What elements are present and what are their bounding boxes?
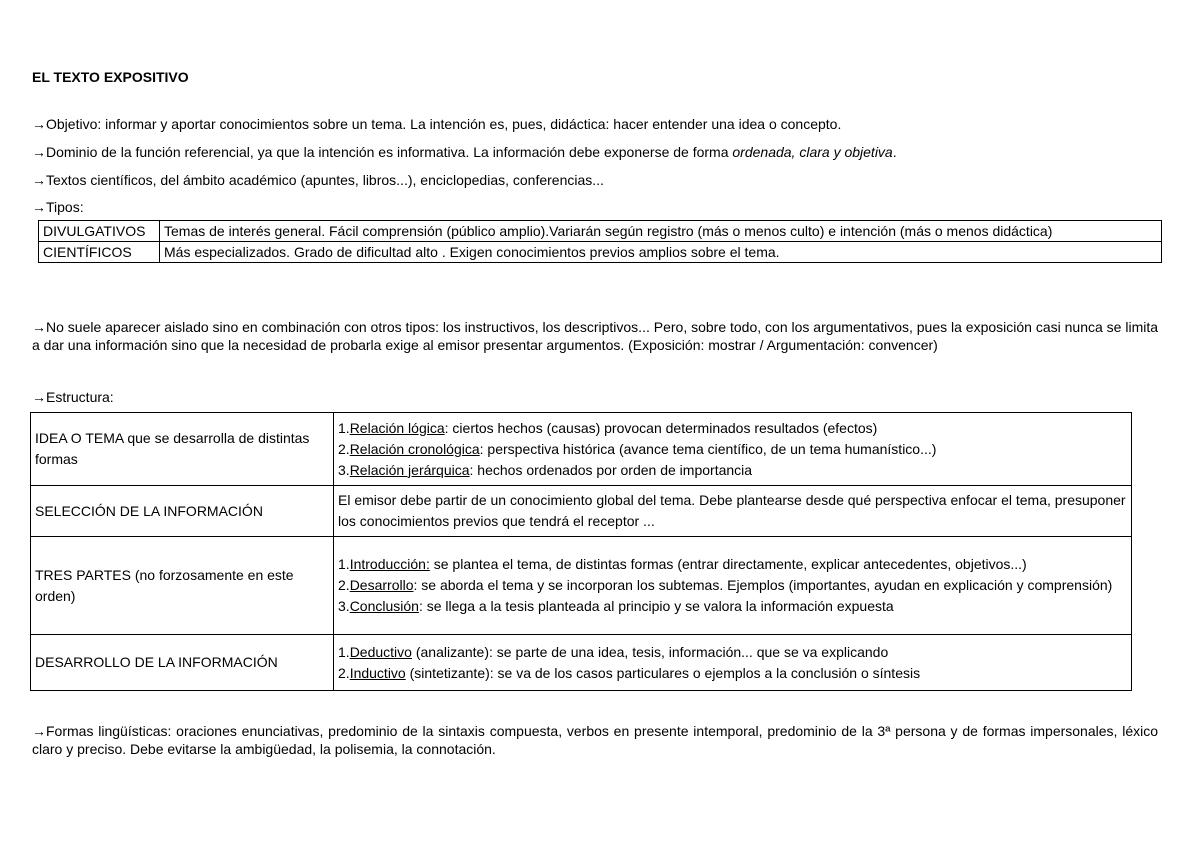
table-row <box>31 635 1132 691</box>
tipo-label: DIVULGATIVOS <box>39 221 160 242</box>
page-title: EL TEXTO EXPOSITIVO <box>32 69 189 85</box>
estructura-line: →Estructura: <box>32 389 114 405</box>
row-content-desarrollo <box>334 635 1132 691</box>
row-label-seleccion: SELECCIÓN DE LA INFORMACIÓN <box>31 486 334 537</box>
row-content-partes <box>334 537 1132 635</box>
list-item: 2.Inductivo (sintetizante): se va de los casos particulares o ejemplos a la conclusión o síntesis <box>338 664 921 681</box>
formas-paragraph: →Formas lingüísticas: oraciones enunciativas, predominio de la sintaxis compuesta, verbos en presente intemporal, predominio de la 3ª persona y de formas impersonales, léxico claro y preciso. Debe evitarse la ambigüedad, la polisemia, la connotación. <box>32 723 1158 757</box>
table-row <box>39 242 1162 263</box>
dominio-line: →Dominio de la función referencial, ya que la intención es informativa. La información debe exponerse de forma ordenada, clara y objetiva. <box>32 144 897 160</box>
objetivo-line: →Objetivo: informar y aportar conocimientos sobre un tema. La intención es, pues, didáctica: hacer entender una idea o concepto. <box>32 116 842 132</box>
list-item: 3.Conclusión: se llega a la tesis planteada al principio y se valora la información expuesta <box>338 598 894 614</box>
list-item: 2.Relación cronológica: perspectiva histórica (avance tema científico, de un tema humanístico...) <box>338 440 937 457</box>
row-content-seleccion: El emisor debe partir de un conocimiento global del tema. Debe plantearse desde qué perspectiva enfocar el tema, presuponer los conocimientos previos que tendrá el receptor ... <box>334 486 1132 537</box>
list-item: 1.Introducción: se plantea el tema, de distintas formas (entrar directamente, explicar antecedentes, objetivos...) <box>338 556 1027 572</box>
textos-line: →Textos científicos, del ámbito académico (apuntes, libros...), enciclopedias, conferencias... <box>32 172 604 188</box>
list-item: 1.Relación lógica: ciertos hechos (causas) provocan determinados resultados (efectos) <box>338 419 878 436</box>
arrow-icon: → <box>32 199 46 215</box>
arrow-icon: → <box>32 116 46 132</box>
row-content-idea <box>334 413 1132 486</box>
tipo-description: Más especializados. Grado de dificultad alto . Exigen conocimientos previos amplios sobre el tema. <box>160 242 1162 263</box>
tipos-table <box>38 220 1162 263</box>
arrow-icon: → <box>32 144 46 160</box>
list-item: 3.Relación jerárquica: hechos ordenados por orden de importancia <box>338 461 753 478</box>
estructura-table <box>30 412 1132 691</box>
table-row <box>39 221 1162 242</box>
combinacion-paragraph: →No suele aparecer aislado sino en combinación con otros tipos: los instructivos, los descriptivos... Pero, sobre todo, con los argumentativos, pues la exposición casi nunca se limita a dar una información sino que la necesidad de probarla exige al emisor presentar argumentos. (Exposición: mostrar / Argumentación: convencer) <box>32 319 1159 353</box>
arrow-icon: → <box>32 319 46 335</box>
row-label-desarrollo: DESARROLLO DE LA INFORMACIÓN <box>31 635 334 691</box>
arrow-icon: → <box>32 723 46 739</box>
tipo-description: Temas de interés general. Fácil comprensión (público amplio).Variarán según registro (más o menos culto) e intención (más o menos didáctica) <box>160 221 1162 242</box>
arrow-icon: → <box>32 172 46 188</box>
list-item: 1.Deductivo (analizante): se parte de una idea, tesis, información... que se va explicando <box>338 643 889 660</box>
tipos-line: →Tipos: <box>32 199 84 215</box>
table-row <box>31 413 1132 486</box>
table-row <box>31 486 1132 537</box>
row-label-idea: IDEA O TEMA que se desarrolla de distintas formas <box>31 413 334 486</box>
arrow-icon: → <box>32 389 46 405</box>
row-label-partes: TRES PARTES (no forzosamente en este orden) <box>31 537 334 635</box>
tipo-label: CIENTÍFICOS <box>39 242 160 263</box>
table-row <box>31 537 1132 635</box>
list-item: 2.Desarrollo: se aborda el tema y se incorporan los subtemas. Ejemplos (importantes, ayudan en explicación y comprensión) <box>338 577 1113 593</box>
